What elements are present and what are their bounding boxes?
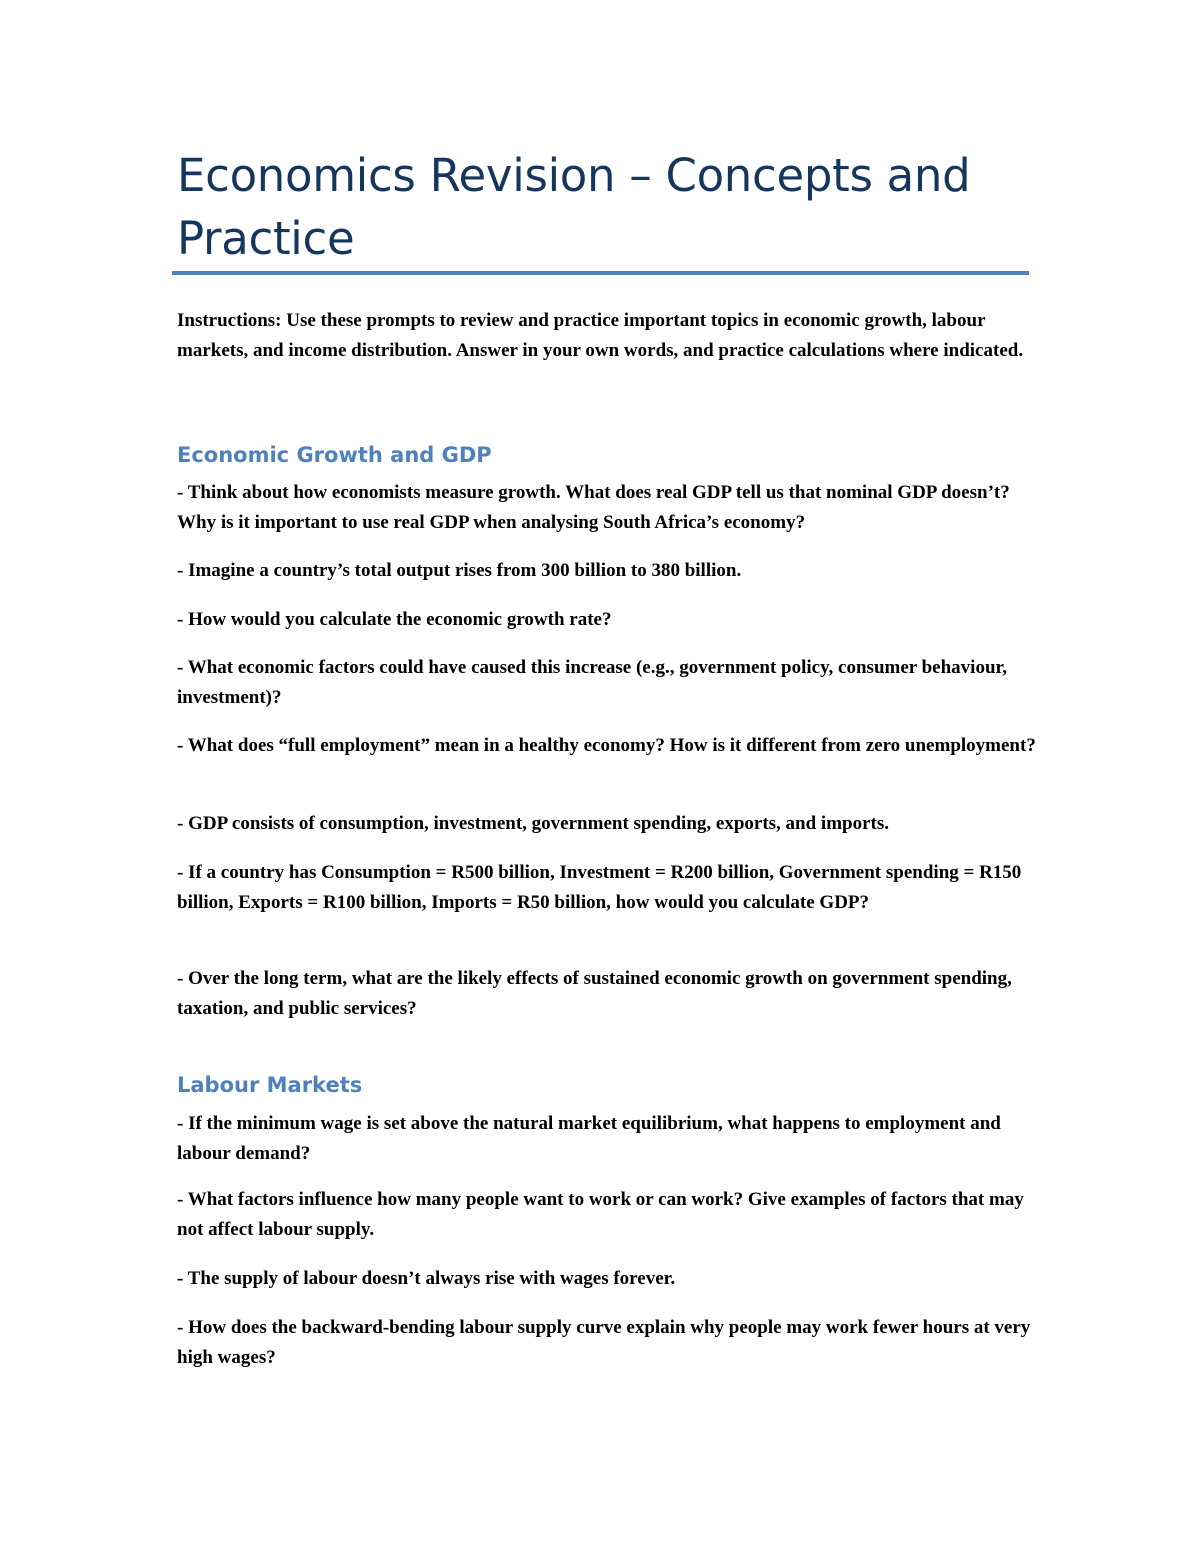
instructions-paragraph: Instructions: Use these prompts to review and practice important topics in economic growth, labour markets, and income distribution. Answer in your own words, and practice calculations where indicated.	[177, 310, 1024, 361]
growth-item-gdp-calculation: - If a country has Consumption = R500 billion, Investment = R200 billion, Government spending = R150 billion, Exports = R100 billion, Imports = R50 billion, how would you calculate GDP?	[177, 862, 1022, 913]
labour-item-supply-factors: - What factors influence how many people want to work or can work? Give examples of factors that may not affect labour supply.	[177, 1189, 1024, 1240]
title-underline	[172, 271, 1029, 275]
labour-item-supply-limit: - The supply of labour doesn’t always rise with wages forever.	[177, 1268, 676, 1289]
growth-item-long-term-effects: - Over the long term, what are the likely effects of sustained economic growth on government spending, taxation, and public services?	[177, 968, 1012, 1019]
section-heading-labour-markets: Labour Markets	[177, 1073, 363, 1097]
document-title: Economics Revision – Concepts and Practice	[177, 149, 971, 265]
growth-item-real-gdp: - Think about how economists measure growth. What does real GDP tell us that nominal GDP doesn’t? Why is it important to use real GDP when analysing South Africa’s economy?	[177, 482, 1010, 533]
growth-item-factors: - What economic factors could have caused this increase (e.g., government policy, consumer behaviour, investment)?	[177, 657, 1007, 708]
section-heading-economic-growth: Economic Growth and GDP	[177, 443, 492, 467]
growth-item-growth-rate: - How would you calculate the economic growth rate?	[177, 609, 612, 630]
labour-item-minimum-wage: - If the minimum wage is set above the natural market equilibrium, what happens to employment and labour demand?	[177, 1113, 1001, 1164]
growth-item-gdp-components: - GDP consists of consumption, investment, government spending, exports, and imports.	[177, 813, 890, 834]
growth-item-output-rise: - Imagine a country’s total output rises from 300 billion to 380 billion.	[177, 560, 742, 581]
growth-item-full-employment: - What does “full employment” mean in a healthy economy? How is it different from zero unemployment?	[177, 735, 1036, 756]
labour-item-backward-bending: - How does the backward-bending labour supply curve explain why people may work fewer hours at very high wages?	[177, 1317, 1031, 1368]
